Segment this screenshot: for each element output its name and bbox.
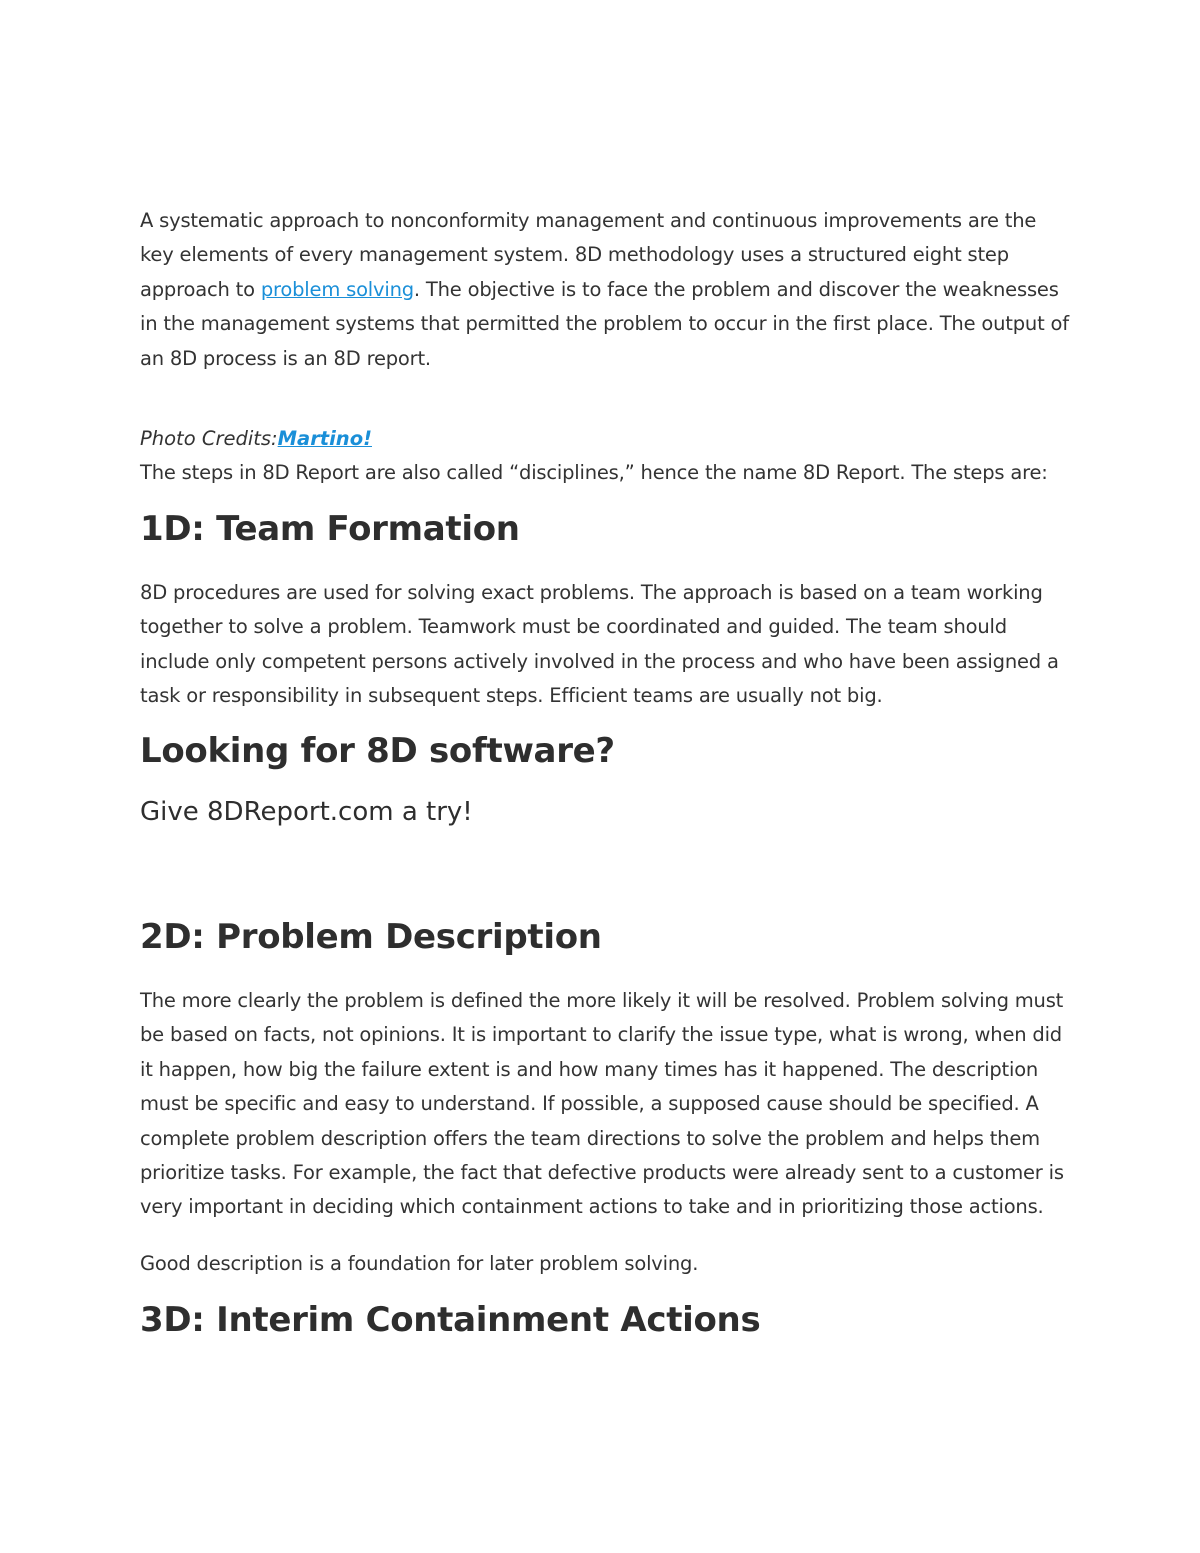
intro-paragraph <box>140 204 1070 376</box>
martino-credit-link[interactable]: Martino! <box>277 427 372 450</box>
heading-2d-problem-description: 2D: Problem Description <box>140 917 602 957</box>
paragraph-2d-foundation: Good description is a foundation for later problem solving. <box>140 1252 699 1275</box>
heading-looking-for-software: Looking for 8D software? <box>140 731 615 771</box>
heading-3d-interim-containment: 3D: Interim Containment Actions <box>140 1300 761 1340</box>
heading-1d-team-formation: 1D: Team Formation <box>140 509 520 549</box>
paragraph-2d: The more clearly the problem is defined the more likely it will be resolved. Problem solving must be based on facts, not opinions. It is important to clarify the issue type, what is wrong, when did it happen, how big the failure extent is and how many times has it happened. The description must be specific and easy to understand. If possible, a supposed cause should be specified. A complete problem description offers the team directions to solve the problem and helps them prioritize tasks. For example, the fact that defective products were already sent to a customer is very important in deciding which containment actions to take and in prioritizing those actions. <box>140 989 1064 1219</box>
intro-text-after: . The objective is to face the problem and discover the weaknesses in the management systems that permitted the problem to occur in the first place. The output of an 8D process is an 8D report. <box>140 277 1069 370</box>
problem-solving-link[interactable]: problem solving <box>260 277 414 301</box>
steps-intro: The steps in 8D Report are also called “disciplines,” hence the name 8D Report. The steps are: <box>140 461 1048 484</box>
paragraph-1d: 8D procedures are used for solving exact problems. The approach is based on a team working together to solve a problem. Teamwork must be coordinated and guided. The team should include only competent persons actively involved in the process and who have been assigned a task or responsibility in subsequent steps. Efficient teams are usually not big. <box>140 581 1059 708</box>
intro-text-before: A systematic approach to nonconformity management and continuous improvements are the key elements of every management system. 8D methodology uses a structured eight step approach to <box>140 209 1037 301</box>
photo-credits-label: Photo Credits: <box>140 427 278 450</box>
promo-try-link[interactable]: Give 8DReport.com a try! <box>140 797 473 827</box>
photo-credits <box>140 422 1070 456</box>
